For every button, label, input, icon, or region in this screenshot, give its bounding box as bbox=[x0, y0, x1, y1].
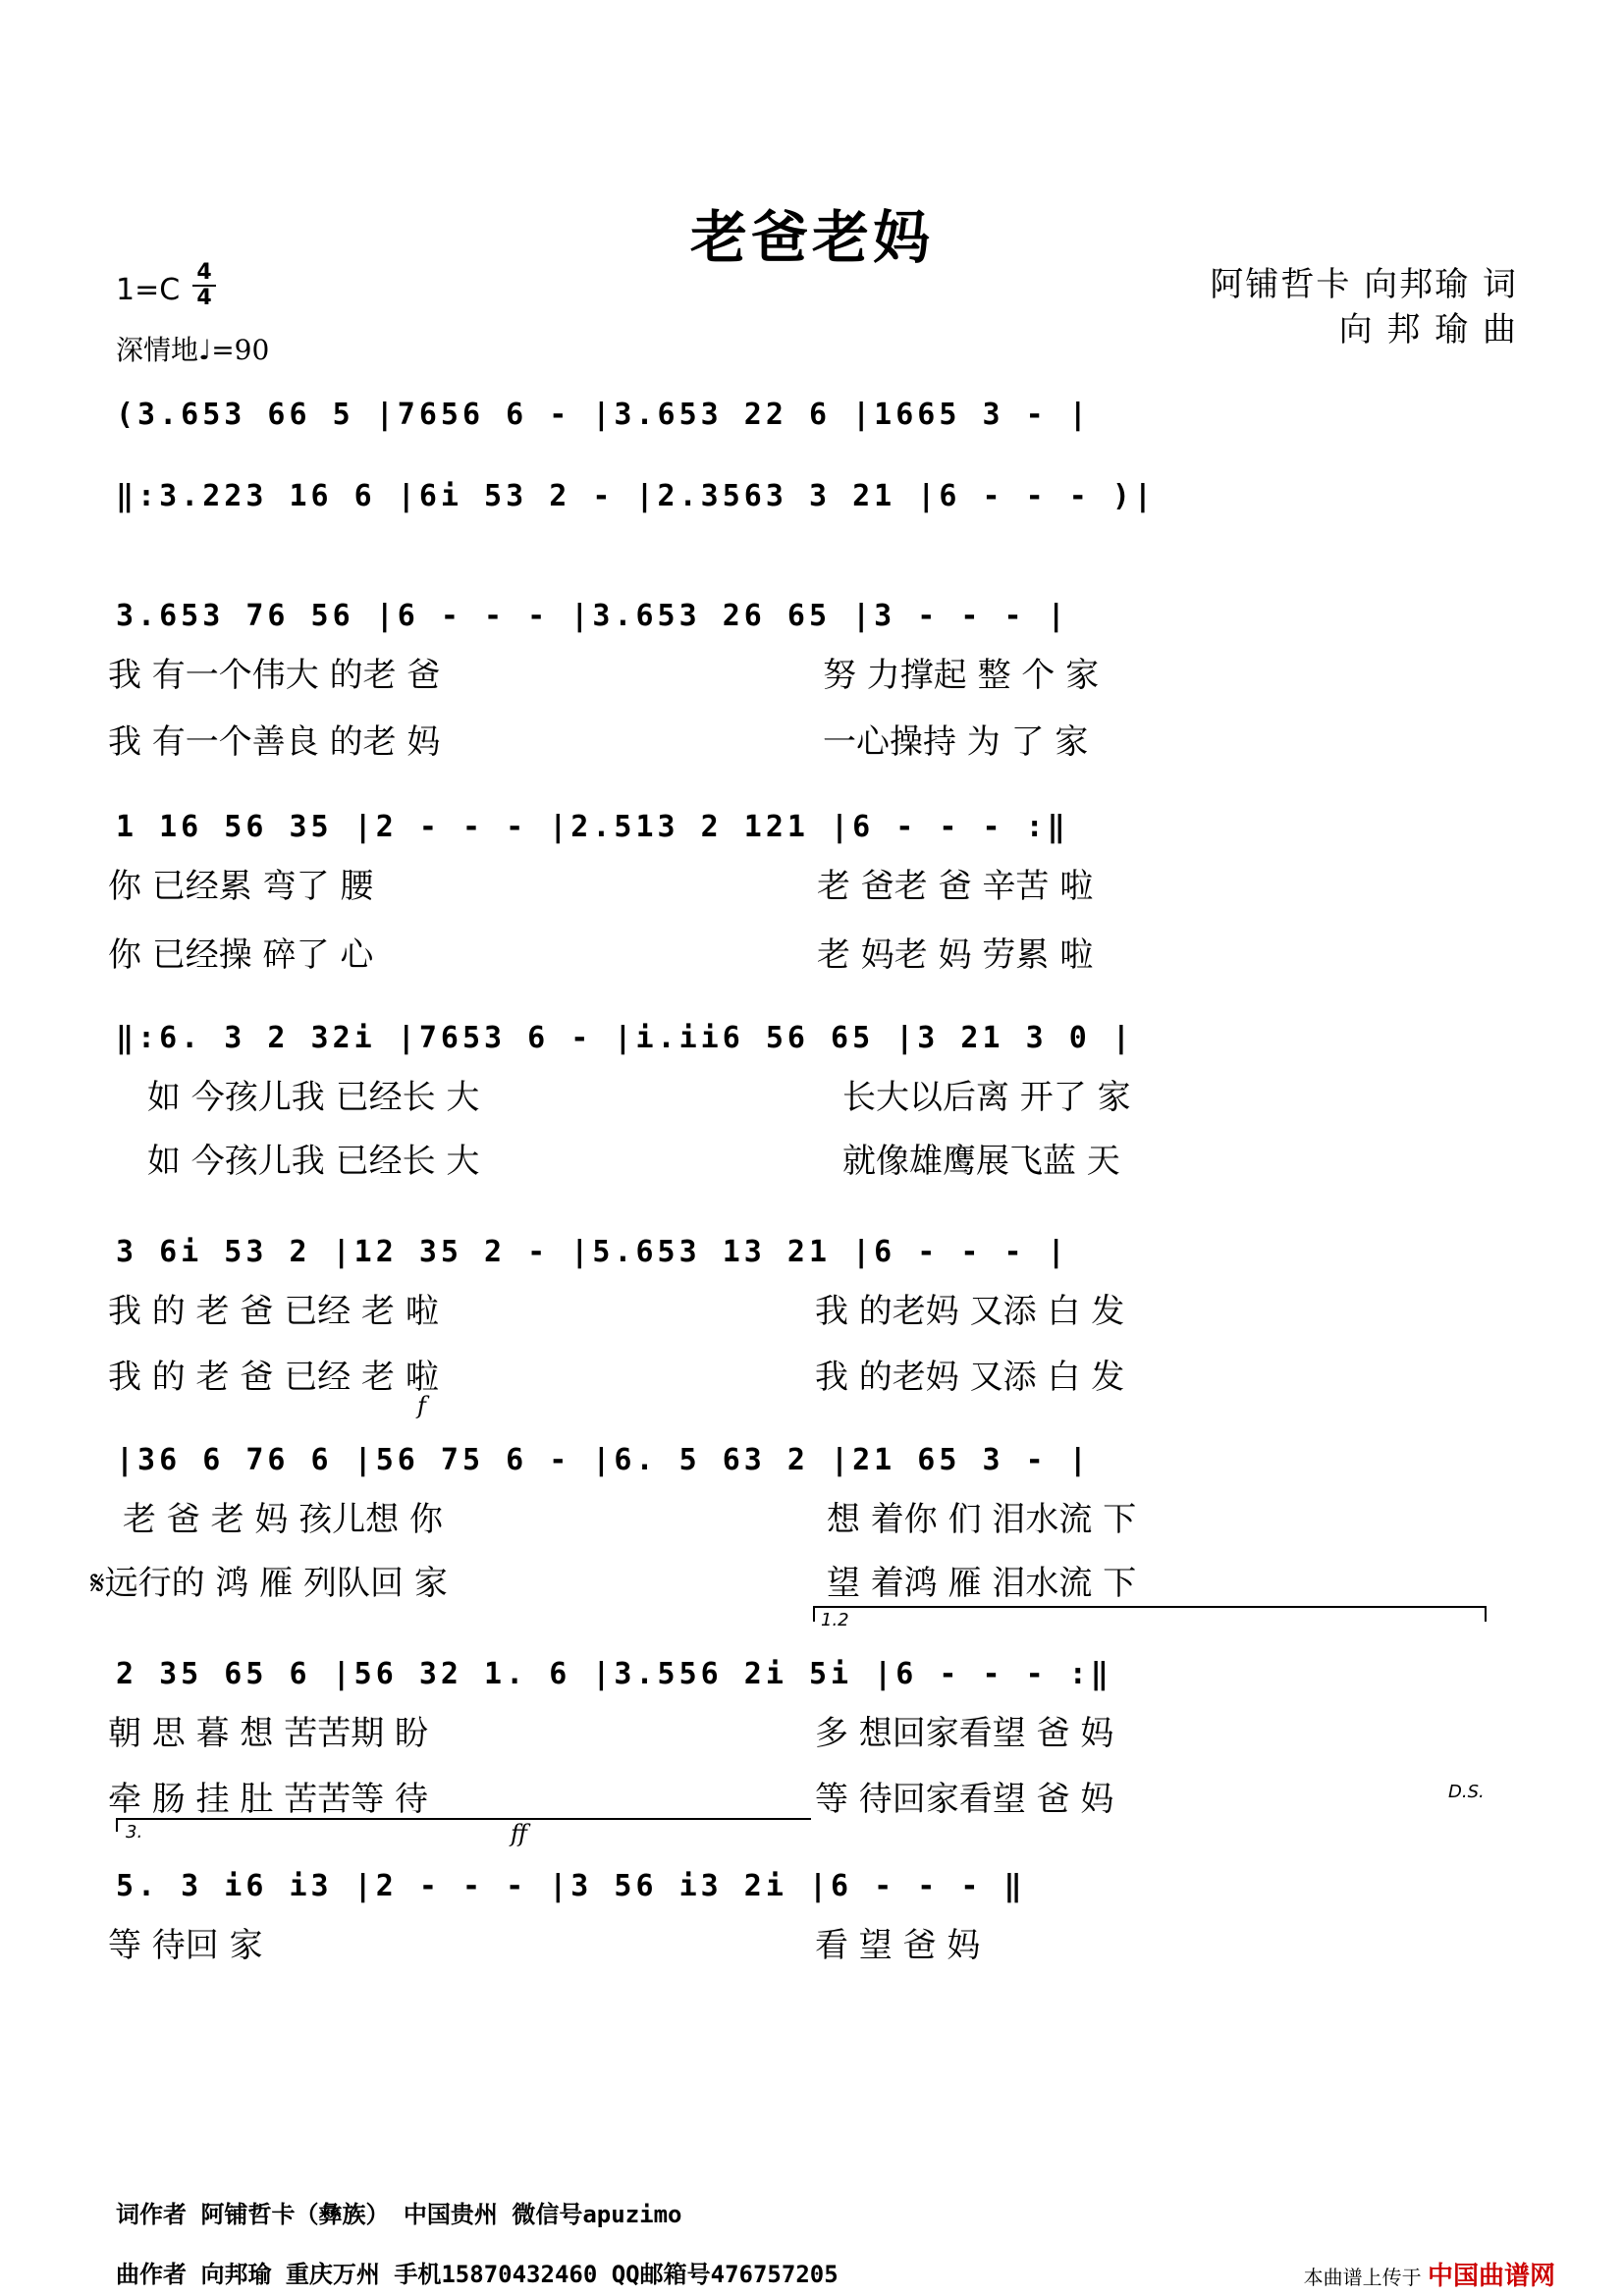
page-title: 老爸老妈 bbox=[689, 204, 934, 271]
dal-segno: D.S. bbox=[1448, 1782, 1485, 1802]
lyric-4b-right: 老 妈老 妈 劳累 啦 bbox=[817, 935, 1094, 975]
volta-bracket-1 bbox=[813, 1606, 1487, 1622]
watermark-site: 中国曲谱网 bbox=[1427, 2262, 1555, 2291]
lyric-5b-left: 如 今孩儿我 已经长 大 bbox=[147, 1142, 480, 1181]
lyric-5a-left: 如 今孩儿我 已经长 大 bbox=[147, 1078, 480, 1117]
lyric-9-left: 等 待回 家 bbox=[108, 1926, 263, 1965]
lyric-6b-right: 我 的老妈 又添 白 发 bbox=[815, 1358, 1125, 1397]
lyric-4b-left: 你 已经操 碎了 心 bbox=[108, 935, 374, 975]
lyric-3b-left: 我 有一个善良 的老 妈 bbox=[108, 722, 441, 762]
score-line-5: ‖:6. 3 2 32i |7653 6 - |i.ii6 56 65 |3 21 3 0 | bbox=[116, 1021, 1134, 1055]
volta-bracket-2 bbox=[116, 1818, 811, 1832]
volta-label-1: 1.2 bbox=[821, 1610, 849, 1630]
watermark bbox=[1304, 2256, 1555, 2292]
fortissimo-mark: ff bbox=[511, 1820, 528, 1847]
lyric-8b-right: 等 待回家看望 爸 妈 bbox=[815, 1780, 1114, 1819]
score-line-4: 1 16 56 35 |2 - - - |2.513 2 121 |6 - - - :‖ bbox=[116, 810, 1069, 844]
score-line-7: |36 6 76 6 |56 75 6 - |6. 5 63 2 |21 65 3 - | bbox=[116, 1443, 1091, 1477]
lyric-4a-right: 老 爸老 爸 辛苦 啦 bbox=[817, 867, 1094, 906]
lyric-7b-right: 望 着鸿 雁 泪水流 下 bbox=[827, 1564, 1137, 1603]
composer-credit: 向 邦 瑜 曲 bbox=[1338, 310, 1518, 349]
volta-label-2: 3. bbox=[126, 1822, 143, 1842]
score-line-9: 5. 3 i6 i3 |2 - - - |3 56 i3 2i |6 - - - ‖ bbox=[116, 1869, 1026, 1903]
lyric-8a-left: 朝 思 暮 想 苦苦期 盼 bbox=[108, 1714, 429, 1753]
lyric-6a-left: 我 的 老 爸 已经 老 啦 bbox=[108, 1292, 439, 1331]
lyric-8b-left: 牵 肠 挂 肚 苦苦等 待 bbox=[108, 1780, 429, 1819]
footer-lyricist: 词作者 阿铺哲卡（彝族） 中国贵州 微信号apuzimo bbox=[116, 2201, 682, 2228]
score-line-1: (3.653 66 5 |7656 6 - |3.653 22 6 |1665 3 - | bbox=[116, 398, 1091, 432]
lyric-6b-left: 我 的 老 爸 已经 老 啦 bbox=[108, 1358, 439, 1397]
lyric-3a-right: 努 力撑起 整 个 家 bbox=[823, 656, 1100, 695]
lyric-5a-right: 长大以后离 开了 家 bbox=[842, 1078, 1131, 1117]
time-signature: 4 4 bbox=[192, 261, 216, 310]
lyric-5b-right: 就像雄鹰展飞蓝 天 bbox=[842, 1142, 1120, 1181]
lyric-7a-left: 老 爸 老 妈 孩儿想 你 bbox=[123, 1500, 444, 1539]
score-line-6: 3 6i 53 2 |12 35 2 - |5.653 13 21 |6 - - - | bbox=[116, 1235, 1069, 1269]
lyric-7b-left: 𝄋远行的 鸿 雁 列队回 家 bbox=[90, 1564, 448, 1603]
forte-mark: f bbox=[417, 1392, 426, 1419]
score-line-8: 2 35 65 6 |56 32 1. 6 |3.556 2i 5i |6 - - - :‖ bbox=[116, 1657, 1112, 1691]
lyric-3b-right: 一心操持 为 了 家 bbox=[823, 722, 1089, 762]
lyric-9-right: 看 望 爸 妈 bbox=[815, 1926, 981, 1965]
key-signature: 1=C bbox=[116, 273, 181, 307]
footer-composer: 曲作者 向邦瑜 重庆万州 手机15870432460 QQ邮箱号476757205 bbox=[116, 2261, 839, 2288]
lyric-7a-right: 想 着你 们 泪水流 下 bbox=[827, 1500, 1137, 1539]
score-line-2: ‖:3.223 16 6 |6i 53 2 - |2.3563 3 21 |6 - - - )| bbox=[116, 479, 1156, 513]
lyric-3a-left: 我 有一个伟大 的老 爸 bbox=[108, 656, 441, 695]
watermark-prefix: 本曲谱上传于 bbox=[1303, 2266, 1422, 2289]
tempo-marking: 深情地♩=90 bbox=[116, 334, 270, 366]
score-line-3: 3.653 76 56 |6 - - - |3.653 26 65 |3 - - - | bbox=[116, 599, 1069, 633]
lyric-6a-right: 我 的老妈 又添 白 发 bbox=[815, 1292, 1125, 1331]
lyric-4a-left: 你 已经累 弯了 腰 bbox=[108, 867, 374, 906]
lyric-8a-right: 多 想回家看望 爸 妈 bbox=[815, 1714, 1114, 1753]
lyricist-credit: 阿铺哲卡 向邦瑜 词 bbox=[1210, 265, 1518, 304]
